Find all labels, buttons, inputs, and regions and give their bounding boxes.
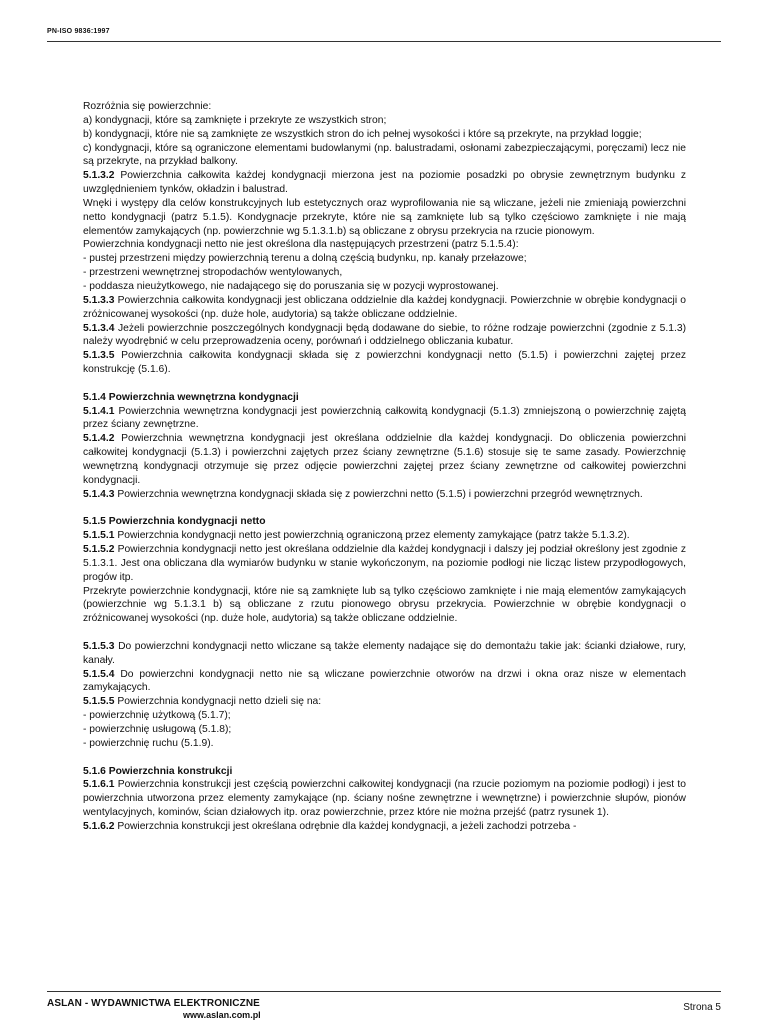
paragraph-text: - przestrzeni wewnętrznej stropodachów wentylowanych, [83,267,343,279]
paragraph-text: Jeżeli powierzchnie poszczególnych kondygnacji będą dodawane do siebie, to różne rodzaje powierzchni (zgodnie z 5.1.3) należy wyodrębnić w celu przeprowadzenia oceny, porównań i oddzielnego obliczania kubatur. [83,322,686,348]
clause-number: 5.1.6.2 [83,820,115,832]
page-number: Strona 5 [683,1002,721,1013]
paragraph-text: Do powierzchni kondygnacji netto wliczane są także elementy nadające się do demontażu takie jak: ścianki działowe, rury, kanały. [83,640,686,666]
paragraph [83,695,686,709]
paragraph-spacer [83,377,686,391]
paragraph [83,737,686,751]
paragraph-text: Powierzchnia wewnętrzna kondygnacji jest powierzchnią całkowitą kondygnacji (5.1.3) zmniejszoną o powierzchnię zajętą przez ściany zewnętrzne. [83,405,686,431]
paragraph [83,280,686,294]
paragraph-spacer [83,501,686,515]
paragraph-text: Powierzchnia kondygnacji netto jest powierzchnią ograniczoną przez elementy zamykające (patrz także 5.1.3.2). [117,530,630,542]
paragraph-text: - poddasza nieużytkowego, nie nadającego się do poruszania się w pozycji wyprostowanej. [83,280,499,292]
paragraph [83,529,686,543]
clause-number: 5.1.4.3 [83,488,115,500]
paragraph-text: - powierzchnię ruchu (5.1.9). [83,737,214,749]
paragraph-text: Powierzchnia kondygnacji netto dzieli się na: [117,696,322,708]
paragraph-text: - pustej przestrzeni między powierzchnią terenu a dolną częścią budynku, np. kanały przełazowe; [83,253,527,265]
paragraph [83,266,686,280]
clause-number: 5.1.5.3 [83,640,115,652]
paragraph [83,640,686,668]
paragraph-text: 5.1.6 Powierzchnia konstrukcji [83,765,233,777]
paragraph [83,668,686,696]
paragraph-text: c) kondygnacji, które są ograniczone elementami budowlanymi (np. balustradami, osłonami zabezpieczającymi, poręczami) lecz nie są przekryte, na przykład balkony. [83,142,686,168]
paragraph [83,778,686,820]
paragraph [83,349,686,377]
paragraph-spacer [83,626,686,640]
paragraph-text: Rozróżnia się powierzchnie: [83,101,212,112]
clause-number: 5.1.6.1 [83,779,115,791]
paragraph-text: Wnęki i występy dla celów konstrukcyjnych lub estetycznych oraz wyprofilowania nie są wliczane, jeżeli nie zmieniają powierzchni netto kondygnacji (patrz 5.1.5). Kondygnacje przekryte, które nie są zamknięte lub są tylko częściowo zamknięte i nie mają elementów zamykających (np. powierzchnie wg 5.1.3.1.b) są obliczane z obrysu przekrycia na rzucie pionowym. [83,197,686,237]
paragraph-text: - powierzchnię użytkową (5.1.7); [83,710,231,722]
paragraph-text: 5.1.4 Powierzchnia wewnętrzna kondygnacji [83,391,299,403]
clause-number: 5.1.3.5 [83,350,115,362]
paragraph [83,128,686,142]
paragraph-text: Powierzchnia całkowita kondygnacji składa się z powierzchni kondygnacji netto (5.1.5) i powierzchni zajętej przez konstrukcję (5.1.6). [83,350,686,376]
paragraph [83,543,686,585]
clause-number: 5.1.5.1 [83,530,115,542]
paragraph-text: Powierzchnia wewnętrzna kondygnacji składa się z powierzchni netto (5.1.5) i powierzchni przegród wewnętrznych. [117,488,643,500]
clause-number: 5.1.4.2 [83,433,115,445]
clause-number: 5.1.4.1 [83,405,115,417]
paragraph [83,488,686,502]
paragraph-text: - powierzchnię usługową (5.1.8); [83,723,232,735]
paragraph [83,322,686,350]
paragraph-text: Do powierzchni kondygnacji netto nie są wliczane powierzchnie otworów na drzwi i okna oraz nisze w elementach zamykających. [83,668,686,694]
paragraph-text: Powierzchnia konstrukcji jest częścią powierzchni całkowitej kondygnacji (na rzucie poziomym na poziomie podłogi) i jest to powierzchnia utworzona przez elementy zamykające (np. ściany nośne zewnętrzne i wewnętrzne) i powierzchnie słupów, pionów wentylacyjnych, kominów, ścian działowych itp. oraz powierzchnie, przez które nie można przejść (patrz rysunek 1). [83,779,686,819]
paragraph [83,169,686,197]
clause-number: 5.1.5.4 [83,668,115,680]
clause-number: 5.1.3.4 [83,322,115,334]
paragraph-text: Powierzchnia wewnętrzna kondygnacji jest określana oddzielnie dla każdej kondygnacji. Do obliczenia powierzchni całkowitej kondygnacji (5.1.3) i powierzchni zajętych przez ściany zewnętrzne (5.1.6) stosuje się te same zasady. Powierzchnię wewnętrzną kondygnacji otrzymuje się przez odjęcie powierzchni zajętej przez ściany zewnętrzne od całkowitej powierzchni kondygnacji. [83,433,686,486]
paragraph [83,294,686,322]
document-body [83,100,686,834]
section-heading [83,515,686,529]
clause-number: 5.1.5.5 [83,696,115,708]
paragraph-text: Przekryte powierzchnie kondygnacji, które nie są zamknięte lub są tylko częściowo zamknięte i nie mają elementów zamykających (powierzchnie wg 5.1.3.1 b) są obliczane z rzutu pionowego obrysu przekrycia. Powierzchnie w obrębie kondygnacji o zróżnicowanej wysokości (np. duże hole, audytoria) są także obliczane oddzielnie. [83,585,686,625]
clause-number: 5.1.3.3 [83,294,115,306]
paragraph-text: 5.1.5 Powierzchnia kondygnacji netto [83,516,266,528]
paragraph-text: Powierzchnia konstrukcji jest określana odrębnie dla każdej kondygnacji, a jeżeli zachodzi potrzeba - [117,820,577,832]
paragraph-text: b) kondygnacji, które nie są zamknięte ze wszystkich stron do ich pełnej wysokości i które są przekryte, na przykład loggie; [83,128,642,140]
paragraph [83,114,686,128]
paragraph-text: a) kondygnacji, które są zamknięte i przekryte ze wszystkich stron; [83,114,387,126]
section-heading [83,765,686,779]
paragraph-spacer [83,751,686,765]
paragraph-text: Powierzchnia kondygnacji netto jest określana oddzielnie dla każdej kondygnacji i dalszy jej podział określony jest zgodnie z 5.1.3.1. Jest ona obliczana dla wymiarów budynku w stanie wykończonym, na poziomie podłogi nie licząc listew przypodłogowych, progów itp. [83,544,686,583]
paragraph [83,142,686,170]
publisher-url: www.aslan.com.pl [183,1010,261,1020]
paragraph-text: Powierzchnia kondygnacji netto nie jest określona dla następujących przestrzeni (patrz 5.1.5.4): [83,239,519,251]
paragraph [83,432,686,487]
paragraph [83,252,686,266]
clause-number: 5.1.5.2 [83,544,115,555]
header-divider [47,41,721,42]
paragraph [83,238,686,252]
paragraph [83,197,686,239]
paragraph [83,585,686,627]
paragraph [83,820,686,834]
document-code: PN-ISO 9836:1997 [47,28,110,35]
paragraph [83,405,686,433]
clause-number: 5.1.3.2 [83,170,115,182]
paragraph [83,100,686,114]
section-heading [83,391,686,405]
paragraph [83,709,686,723]
paragraph-text: Powierzchnia całkowita kondygnacji jest obliczana oddzielnie dla każdej kondygnacji. Powierzchnie w obrębie kondygnacji o zróżnicowanej wysokości (np. duże hole, audytoria) są także obliczane oddzielnie. [83,294,686,320]
paragraph-text: Powierzchnia całkowita każdej kondygnacji mierzona jest na poziomie posadzki po obrysie zewnętrznym budynku z uwzględnieniem tynków, okładzin i balustrad. [83,170,686,196]
footer-divider [47,991,721,992]
publisher-name: ASLAN - WYDAWNICTWA ELEKTRONICZNE [47,998,260,1009]
paragraph [83,723,686,737]
